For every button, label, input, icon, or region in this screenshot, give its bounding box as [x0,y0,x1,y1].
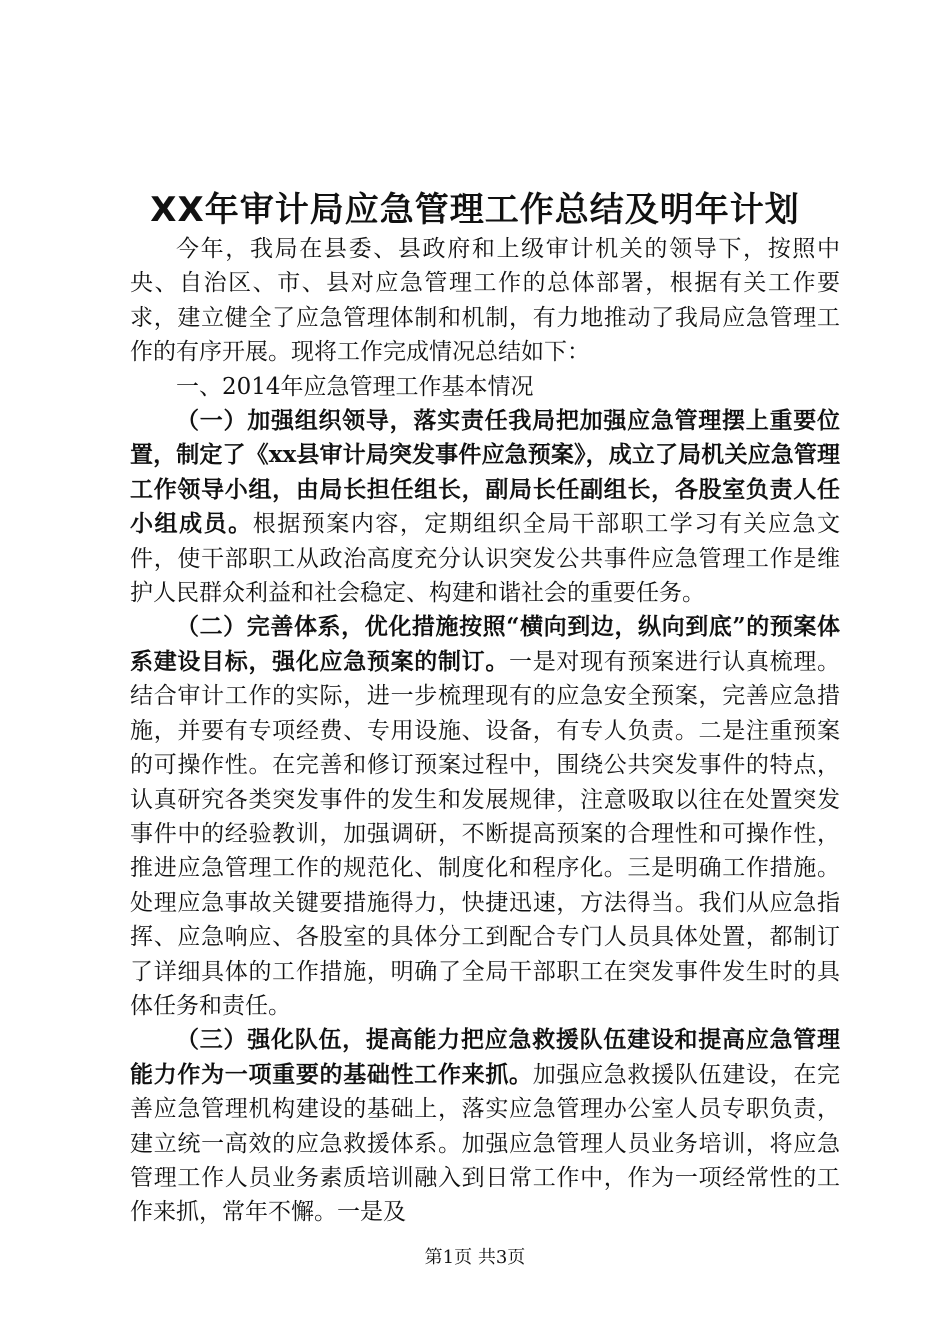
document-body [130,232,840,1230]
paragraph-2-text: 一是对现有预案进行认真梳理。结合审计工作的实际，进一步梳理现有的应急安全预案，完善应急措施，并要有专项经费、专用设施、设备，有专人负责。二是注重预案的可操作性。在完善和修订预案过程中，围绕公共突发事件的特点，认真研究各类突发事件的发生和发展规律，注意吸取以往在处置突发事件中的经验教训，加强调研，不断提高预案的合理性和可操作性，推进应急管理工作的规范化、制度化和程序化。三是明确工作措施。处理应急事故关键要措施得力，快捷迅速，方法得当。我们从应急指挥、应急响应、各股室的具体分工到配合专门人员具体处置，都制订了详细具体的工作措施，明确了全局干部职工在突发事件发生时的具体任务和责任。 [130,648,841,1019]
intro-paragraph: 今年，我局在县委、县政府和上级审计机关的领导下，按照中央、自治区、市、县对应急管理工作的总体部署，根据有关工作要求，建立健全了应急管理体制和机制，有力地推动了我局应急管理工作的有序开展。现将工作完成情况总结如下： [130,236,840,366]
paragraph-2 [130,610,840,1023]
paragraph-3-text: 加强应急救援队伍建设，在完善应急管理机构建设的基础上，落实应急管理办公室人员专职负责，建立统一高效的应急救援体系。加强应急管理人员业务培训，将应急管理工作人员业务素质培训融入到日常工作中，作为一项经常性的工作来抓，常年不懈。一是及 [130,1061,841,1226]
section-heading: 一、2014年应急管理工作基本情况 [176,373,534,400]
paragraph-1 [130,404,840,610]
paragraph-3 [130,1023,840,1229]
paragraph-2-lead: （二）完善体系，优化措施按照“横向到边，纵向到底”的预案体系建设目标，强化应急预案的制订。 [130,613,840,675]
page-number: 第1页 共3页 [424,1247,526,1268]
paragraph-3-lead: （三）强化队伍，提高能力把应急救援队伍建设和提高应急管理能力作为一项重要的基础性工作来抓。 [130,1026,840,1088]
paragraph-1-lead: （一）加强组织领导，落实责任我局把加强应急管理摆上重要位置，制定了《xx县审计局突发事件应急预案》，成立了局机关应急管理工作领导小组，由局长担任组长，副局长任副组长，各股室负责人任小组成员。 [130,407,840,538]
document-title: XX年审计局应急管理工作总结及明年计划 [150,190,800,230]
paragraph-1-text: 根据预案内容，定期组织全局干部职工学习有关应急文件，使干部职工从政治高度充分认识突发公共事件应急管理工作是维护人民群众利益和社会稳定、构建和谐社会的重要任务。 [130,511,841,607]
